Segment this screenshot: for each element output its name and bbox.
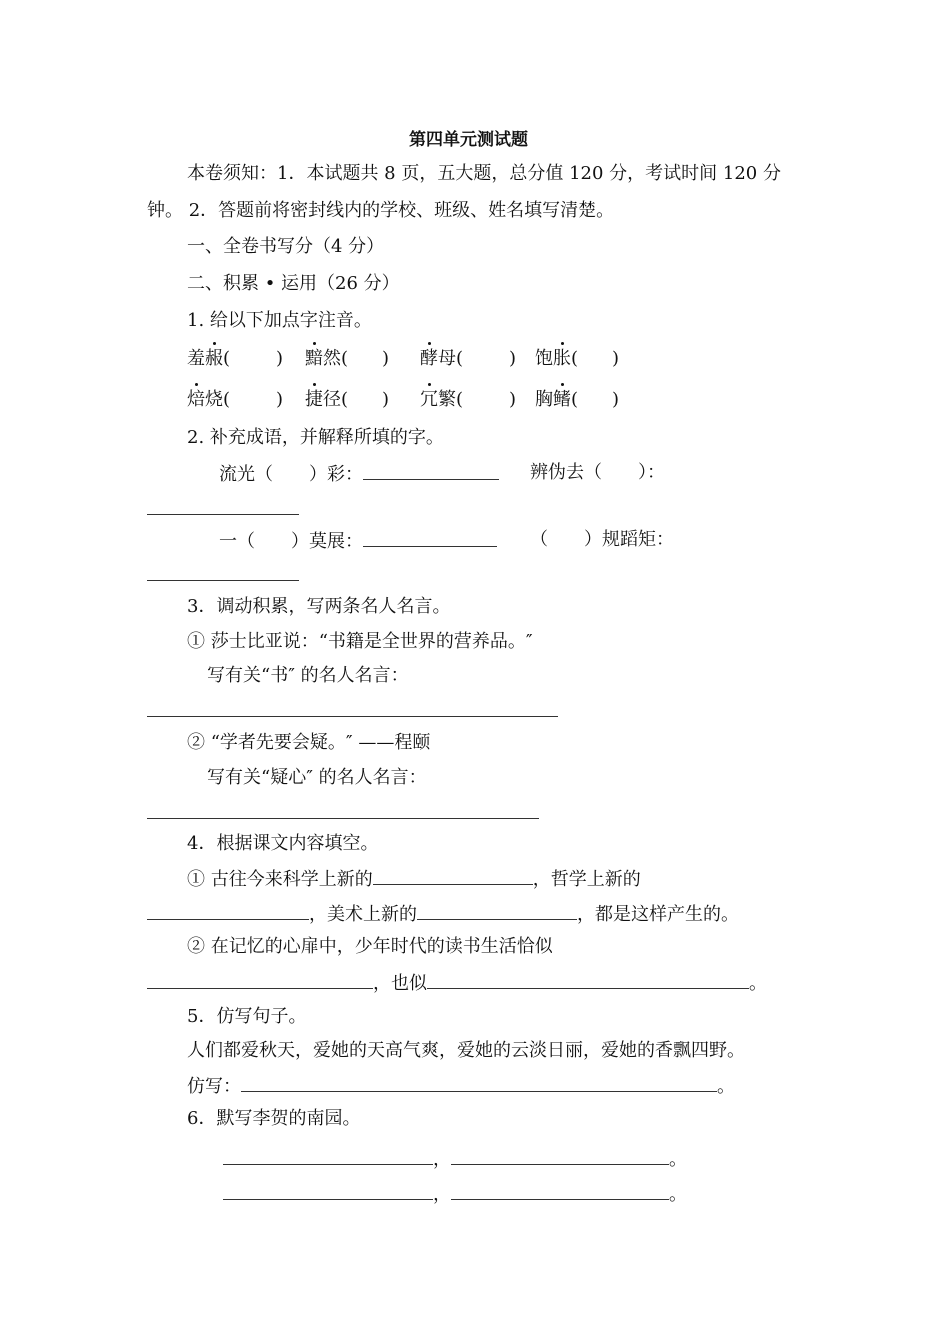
- q2-item-1a: [219, 461, 499, 487]
- q1-word: [420, 347, 535, 371]
- q4-s1c: ，美术上新的: [309, 904, 417, 925]
- paren-open: (: [456, 348, 464, 369]
- answer-blank[interactable]: [373, 866, 533, 885]
- paren-close: ): [509, 389, 517, 410]
- q3-quote-1: ① 莎士比亚说：“书籍是全世界的营养品。″: [187, 631, 533, 652]
- q6-prompt: 6．默写李贺的南园。: [187, 1108, 361, 1129]
- q1-word: [535, 388, 635, 412]
- answer-blank[interactable]: [427, 970, 749, 989]
- q4-s1a: ① 古往今来科学上新的: [187, 869, 373, 890]
- paren-close: ): [509, 348, 517, 369]
- q6-line-1: [223, 1146, 687, 1172]
- q5-answer-row: [187, 1073, 735, 1099]
- answer-blank[interactable]: [241, 1073, 717, 1092]
- q6-period: 。: [669, 1149, 687, 1170]
- q1-word: [187, 347, 305, 371]
- paren-close: ): [612, 389, 620, 410]
- q1-char: 胸: [535, 389, 553, 410]
- q5-prompt: 5．仿写句子。: [187, 1006, 307, 1027]
- q6-line-2: [223, 1181, 687, 1207]
- answer-blank[interactable]: [147, 970, 373, 989]
- page-title: 第四单元测试题: [409, 130, 528, 150]
- q1-char: 径: [323, 389, 341, 410]
- q4-s1b: ，哲学上新的: [532, 869, 641, 890]
- q1-word: [535, 347, 635, 371]
- q1-char: 焙: [187, 389, 205, 410]
- paren-close: ): [276, 389, 284, 410]
- paren-open: (: [223, 389, 231, 410]
- q3-ask-1: 写有关“书″ 的名人名言：: [207, 665, 409, 686]
- answer-blank[interactable]: [451, 1181, 669, 1200]
- q1-char: 繁: [438, 389, 456, 410]
- q1-prompt: 1. 给以下加点字注音。: [187, 310, 372, 331]
- q1-char: 羞: [187, 348, 205, 369]
- paren-open: (: [571, 348, 579, 369]
- paren-open: (: [341, 389, 349, 410]
- paren-open: (: [223, 348, 231, 369]
- answer-line[interactable]: [147, 716, 558, 717]
- answer-blank[interactable]: [223, 1146, 433, 1165]
- q2-item-2a: [219, 528, 497, 554]
- answer-line[interactable]: [147, 818, 539, 819]
- q4-sentence-1: [187, 866, 641, 892]
- q1-char: 烧: [205, 389, 223, 410]
- q4-s2b: ，也似: [373, 973, 427, 994]
- q1-word: [305, 388, 420, 412]
- q2-item-1b: 辨伪去（ ）：: [530, 462, 665, 483]
- q1-word: [187, 388, 305, 412]
- q1-row-1: [187, 347, 635, 371]
- q1-char: 冗: [420, 389, 438, 410]
- answer-blank[interactable]: [223, 1181, 433, 1200]
- q1-row-2: [187, 388, 635, 412]
- q3-prompt: 3．调动积累，写两条名人名言。: [187, 596, 451, 617]
- paren-open: (: [341, 348, 349, 369]
- q2-item-2b: （ ）规蹈矩：: [530, 529, 674, 550]
- q4-sentence-2-cont: [147, 970, 767, 996]
- answer-blank[interactable]: [417, 901, 577, 920]
- paren-close: ): [612, 348, 620, 369]
- notice-line-1: 本卷须知：1．本试题共 8 页，五大题，总分值 120 分，考试时间 120 分: [187, 163, 781, 184]
- q2-item-2a-text: 一（ ）莫展：: [219, 531, 363, 552]
- q6-period: 。: [669, 1184, 687, 1205]
- paren-close: ): [276, 348, 284, 369]
- q3-quote-2: ② “学者先要会疑。″ ——程颐: [187, 732, 431, 753]
- paren-open: (: [456, 389, 464, 410]
- paren-open: (: [571, 389, 579, 410]
- q2-item-1a-text: 流光（ ）彩：: [219, 464, 363, 485]
- q4-s1d: ，都是这样产生的。: [577, 904, 739, 925]
- section-2-heading: 二、积累 • 运用（26 分）: [187, 273, 400, 294]
- q1-char: 然: [323, 348, 341, 369]
- q4-sentence-2: ② 在记忆的心扉中，少年时代的读书生活恰似: [187, 936, 553, 957]
- q1-char: 酵: [420, 348, 438, 369]
- paren-close: ): [382, 389, 390, 410]
- q1-char: 捷: [305, 389, 323, 410]
- answer-blank[interactable]: [363, 461, 499, 480]
- paren-close: ): [382, 348, 390, 369]
- section-1-heading: 一、全卷书写分（4 分）: [187, 236, 385, 257]
- answer-blank[interactable]: [363, 528, 497, 547]
- q3-ask-2: 写有关“疑心″ 的名人名言：: [207, 767, 427, 788]
- q1-word: [305, 347, 420, 371]
- notice-line-2: 钟。 2．答题前将密封线内的学校、班级、姓名填写清楚。: [147, 200, 615, 221]
- q6-comma: ，: [433, 1184, 451, 1205]
- q1-char: 母: [438, 348, 456, 369]
- answer-line[interactable]: [147, 514, 299, 515]
- q4-sentence-1-cont: [147, 901, 739, 927]
- q1-char: 胀: [553, 348, 571, 369]
- q5-sentence: 人们都爱秋天，爱她的天高气爽，爱她的云淡日丽，爱她的香飘四野。: [187, 1040, 745, 1061]
- q6-comma: ，: [433, 1149, 451, 1170]
- q5-label: 仿写：: [187, 1076, 241, 1097]
- q2-prompt: 2. 补充成语，并解释所填的字。: [187, 427, 444, 448]
- q1-char: 赧: [205, 348, 223, 369]
- answer-blank[interactable]: [451, 1146, 669, 1165]
- q1-char: 黯: [305, 348, 323, 369]
- answer-blank[interactable]: [147, 901, 309, 920]
- q1-char: 饱: [535, 348, 553, 369]
- answer-line[interactable]: [147, 580, 299, 581]
- q4-prompt: 4．根据课文内容填空。: [187, 833, 379, 854]
- q1-char: 鳍: [553, 389, 571, 410]
- q5-end: 。: [717, 1076, 735, 1097]
- q1-word: [420, 388, 535, 412]
- q4-s2c: 。: [749, 973, 767, 994]
